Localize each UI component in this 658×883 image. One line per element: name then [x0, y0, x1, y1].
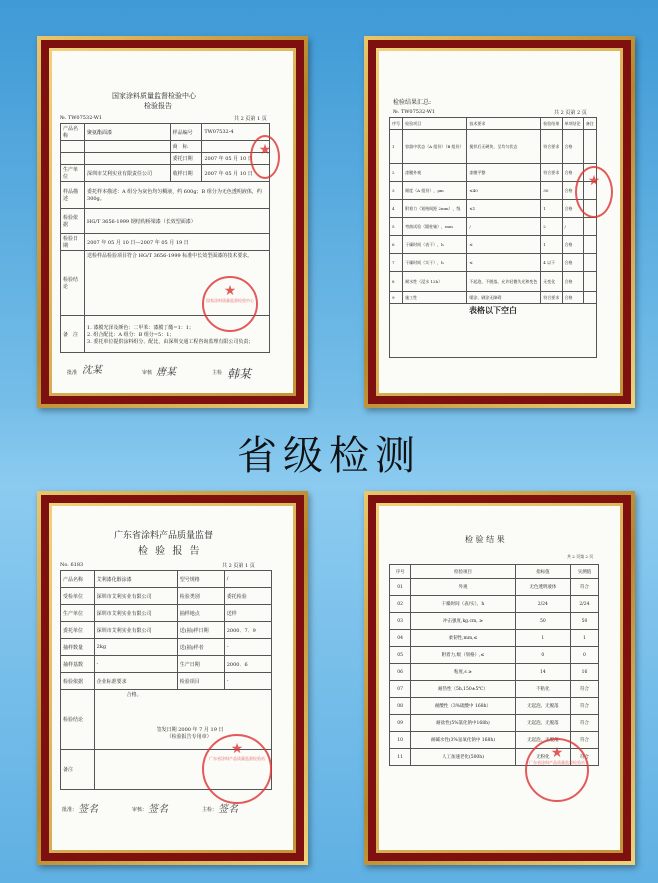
table-cell: 11: [390, 749, 411, 766]
table-cell: 样品编号: [170, 124, 202, 141]
table-cell: 06: [390, 664, 411, 681]
column-header: 检验结果: [541, 118, 562, 130]
table-cell: 50: [515, 613, 570, 630]
table-cell: 1: [570, 630, 598, 647]
table-cell: 符合要求: [541, 164, 562, 182]
table-row: [390, 664, 599, 681]
table-cell: 合格: [562, 236, 583, 254]
table-cell: 8: [390, 272, 403, 292]
table-cell: /: [562, 218, 583, 236]
table-cell: 符合: [570, 579, 598, 596]
report-number: №. TW07532-W1: [393, 109, 436, 115]
test-conclusion: 合格。: [126, 692, 142, 698]
table-header-row: [390, 118, 597, 130]
certificate-frame-test-results: [364, 491, 635, 865]
table-cell: 附着力（划格间距 2mm），级: [403, 200, 467, 218]
table-cell: 合格: [562, 164, 583, 182]
review-label: 审核：: [132, 807, 148, 813]
table-row: [390, 630, 599, 647]
certificate-frame-results-summary: [364, 36, 635, 408]
table-cell: TW07532-4: [202, 124, 270, 141]
page-number: 共 2 页第 2 页: [567, 554, 594, 559]
table-row: [390, 304, 597, 358]
table-cell: 细度（A 组份），μm: [403, 182, 467, 200]
doc-org: 国家涂料质量监督检验中心: [112, 92, 196, 100]
doc-title: 检 验 结 果: [465, 535, 505, 544]
frame-border: [368, 495, 631, 861]
table-cell: 合格: [562, 200, 583, 218]
table-cell: 深圳市艾利实业有限公司: [94, 622, 177, 639]
test-conclusion: 送检样品检验项目符合 HG/T 3656-1999 标准中长效型面漆的技术要求。: [85, 251, 270, 316]
table-row: [390, 698, 599, 715]
table-cell: 耐酸性（3%硫酸中 168h）: [411, 698, 516, 715]
table-row: [390, 596, 599, 613]
table-cell: 附着力,级（划格）,≤: [411, 647, 516, 664]
row-label: 检验结论: [61, 690, 95, 750]
table-cell: ≤: [467, 236, 541, 254]
table-cell: 柔韧性,mm,≤: [411, 630, 516, 647]
table-cell: 漆膜平整: [467, 164, 541, 182]
table-cell: [85, 153, 171, 165]
table-cell: 艾利漆化醇涂漆: [94, 571, 177, 588]
table-row: [390, 182, 597, 200]
author-signature: 签名: [218, 804, 238, 815]
table-row: [61, 588, 272, 605]
approve-label: 批准: [67, 370, 78, 376]
table-cell: 1: [390, 130, 403, 164]
approve-signature: 签名: [78, 804, 98, 815]
table-cell: 干燥时间（表/实），h: [411, 596, 516, 613]
row-label: 检验依据: [61, 209, 85, 234]
table-cell: 抽样数量: [61, 639, 95, 656]
table-cell: 9: [390, 292, 403, 304]
table-row: [390, 236, 597, 254]
table-cell: 受检单位: [61, 588, 95, 605]
table-cell: 产品名称: [61, 124, 85, 141]
table-cell: 干燥时间（实干），h: [403, 254, 467, 272]
row-label: 备注: [61, 750, 95, 790]
red-seal: ★ 广东省涂料产品质量监督检验站: [202, 734, 272, 804]
table-row: [61, 209, 270, 234]
table-cell: 04: [390, 630, 411, 647]
table-row: [390, 579, 599, 596]
table-cell: 耐热性（5h,150±5℃）: [411, 681, 516, 698]
table-cell: 03: [390, 613, 411, 630]
table-row: [390, 272, 597, 292]
report-number: No. 6183: [60, 562, 84, 568]
table-cell: 施工性: [403, 292, 467, 304]
table-cell: 检验类别: [177, 588, 224, 605]
table-row: [390, 681, 599, 698]
table-row: [61, 182, 270, 209]
table-cell: 型号规格: [177, 571, 224, 588]
table-row: [390, 218, 597, 236]
table-cell: 生产单位: [61, 165, 85, 182]
table-row: [61, 571, 272, 588]
column-header: 检验项目: [411, 565, 516, 579]
table-cell: 09: [390, 715, 411, 732]
review-signature: 签名: [148, 804, 168, 815]
table-row: [61, 622, 272, 639]
table-cell: 无起泡、无脱落: [515, 732, 570, 749]
author-label: 主检: [212, 370, 223, 376]
table-cell: 深圳市艾利实业有限公司: [94, 605, 177, 622]
table-cell: 耐碱水性(3%氢氧化钠中 168h): [411, 732, 516, 749]
table-cell: 聚氨酯面漆: [85, 124, 171, 141]
table-header-row: [390, 565, 599, 579]
results-summary-page: [379, 51, 620, 393]
table-cell: 无变化: [541, 272, 562, 292]
table-cell: 50: [570, 613, 598, 630]
table-row: [390, 130, 597, 164]
report-number: №. TW07532-W1: [60, 115, 103, 121]
table-cell: 无起泡、无脱落: [515, 715, 570, 732]
table-row: [390, 254, 597, 272]
table-cell: 符合: [570, 698, 598, 715]
table-row: [61, 639, 272, 656]
table-cell: 搅拌后无硬块，呈均匀状态: [467, 130, 541, 164]
red-seal: ★ 广东省涂料产品质量监督检验站: [525, 738, 589, 802]
table-cell: 0: [515, 647, 570, 664]
table-cell: 耐盐性(5%氯化钠中168h): [411, 715, 516, 732]
table-cell: 商 标: [170, 141, 202, 153]
table-row: [390, 715, 599, 732]
issue-date: 签发日期 2000 年 7 月 19 日: [156, 727, 224, 733]
table-cell: 外观: [411, 579, 516, 596]
frame-inner-border: [49, 503, 296, 853]
seal-note: （检验报告专用章）: [166, 734, 212, 740]
table-cell: /: [224, 571, 271, 588]
table-cell: 2007 年 05 月 10 日: [202, 153, 270, 165]
table-cell: 无色透明液体: [515, 579, 570, 596]
table-cell: 生产日期: [177, 656, 224, 673]
table-cell: 05: [390, 647, 411, 664]
table-cell: 1: [541, 236, 562, 254]
column-header: 单项结论: [562, 118, 583, 130]
table-cell: 01: [390, 579, 411, 596]
table-cell: -: [224, 673, 271, 690]
table-cell: 合格: [562, 292, 583, 304]
test-standard: HG/T 3656-1999 钢结构桥梁漆（长效型面漆）: [85, 209, 270, 234]
table-row: [390, 292, 597, 304]
table-cell: 企业标准要求: [94, 673, 177, 690]
table-cell: 08: [390, 698, 411, 715]
table-cell: 委托单位: [61, 622, 95, 639]
frame-inner-border: [376, 503, 623, 853]
note-line: 3. 委托单位提供涂料组分、配比，由深圳交通工程咨询监理有限公司负责；: [87, 338, 254, 345]
table-cell: 2/24: [515, 596, 570, 613]
table-cell: 1: [541, 200, 562, 218]
note-line: 1. 漆膜光泽及颜色：二甲苯：漆膜丁酯=1：1；: [87, 324, 194, 331]
table-row: [61, 673, 272, 690]
table-cell: 5: [390, 218, 403, 236]
table-cell: 干燥时间（表干），h: [403, 236, 467, 254]
table-row: [390, 613, 599, 630]
table-row: [61, 165, 270, 182]
test-period: 2007 年 05 月 10 日—2007 年 05 月 19 日: [85, 234, 270, 251]
table-row: [61, 153, 270, 165]
table-cell: 符合: [570, 749, 598, 766]
approve-label: 批准：: [62, 807, 78, 813]
table-cell: /: [467, 218, 541, 236]
table-cell: 2: [541, 218, 562, 236]
table-cell: 容器中状态（A 组份）（B 组份）: [403, 130, 467, 164]
table-cell: ≤1: [467, 200, 541, 218]
review-signature: 唐某: [156, 367, 176, 378]
row-label: 检验结论: [61, 251, 85, 316]
table-cell: 产品名称: [61, 571, 95, 588]
test-results-page: [379, 506, 620, 850]
column-header: 实测值: [570, 565, 598, 579]
table-cell: 3: [390, 182, 403, 200]
table-cell: 6: [390, 236, 403, 254]
table-cell: 合格: [562, 130, 583, 164]
table-cell: [583, 292, 596, 304]
frame-border: [41, 40, 304, 404]
table-cell: 收样日期: [170, 165, 202, 182]
table-cell: 0: [570, 647, 598, 664]
page-number: 共 2 页第 2 页: [554, 110, 587, 116]
table-row: [61, 234, 270, 251]
table-cell: 冲击强度,kg.cm, ≥: [411, 613, 516, 630]
table-cell: 10: [390, 732, 411, 749]
table-cell: 2kg: [94, 639, 177, 656]
table-cell: 无粉化: [515, 749, 570, 766]
table-cell: [583, 218, 596, 236]
approve-signature: 沈某: [82, 365, 102, 376]
table-cell: 无起泡、无脱落: [515, 698, 570, 715]
table-cell: 送(抽)样者: [177, 639, 224, 656]
frame-inner-border: [376, 48, 623, 396]
table-row: [61, 141, 270, 153]
doc-title: 检验报告: [144, 102, 172, 110]
page-number: 共 2 页第 1 页: [234, 116, 267, 122]
table-cell: 2000．6: [224, 656, 271, 673]
column-header: 备注: [583, 118, 596, 130]
table-cell: 14: [515, 664, 570, 681]
table-cell: 符合: [570, 715, 598, 732]
table-row: [390, 200, 597, 218]
table-cell: 2007 年 05 月 10 日: [202, 165, 270, 182]
red-seal: ★ 国家涂料质量监督检验中心: [202, 276, 258, 332]
table-cell: [85, 141, 171, 153]
national-report-page: [52, 51, 293, 393]
table-cell: [583, 254, 596, 272]
table-cell: 2/24: [570, 596, 598, 613]
table-cell: 符合要求: [541, 130, 562, 164]
table-cell: [61, 141, 85, 153]
column-header: 指标值: [515, 565, 570, 579]
table-cell: 2: [390, 164, 403, 182]
table-cell: 7: [390, 254, 403, 272]
note-line: 2. 组合配比：A 组分：B 组分=5：1；: [87, 331, 175, 338]
sample-description: 委托样本描述：A 组分为灰色均匀稠液，约 600g；B 组分为无色透明液体，约 300g。: [85, 182, 270, 209]
test-results-table: [389, 564, 599, 766]
column-header: 序号: [390, 565, 411, 579]
table-cell: 30: [541, 182, 562, 200]
table-cell: 委托日期: [170, 153, 202, 165]
table-cell: [583, 272, 596, 292]
row-label: 检验日期: [61, 234, 85, 251]
table-row: [390, 164, 597, 182]
table-cell: 耐水性（浸水 12h）: [403, 272, 467, 292]
table-row: [61, 124, 270, 141]
table-cell: 送(抽)样日期: [177, 622, 224, 639]
table-row: [390, 647, 599, 664]
table-cell: -: [224, 639, 271, 656]
results-summary-table: [389, 117, 597, 358]
table-cell: 委托检验: [224, 588, 271, 605]
row-label: 样品描述: [61, 182, 85, 209]
red-seal: ★: [250, 135, 280, 179]
table-row: [61, 656, 272, 673]
red-seal: ★: [575, 166, 613, 218]
table-cell: 人工加速老化(500h): [411, 749, 516, 766]
table-cell: 检验项目: [177, 673, 224, 690]
table-cell: ≤: [467, 254, 541, 272]
table-cell: 弯曲试验（圆柱轴），mm: [403, 218, 467, 236]
frame-inner-border: [49, 48, 296, 396]
author-signature: 韩某: [227, 367, 252, 381]
table-cell: 合格: [562, 182, 583, 200]
table-cell: [61, 153, 85, 165]
table-cell: 07: [390, 681, 411, 698]
guangdong-report-page: [52, 506, 293, 850]
doc-title: 检 验 报 告: [138, 546, 202, 557]
table-cell: 不起泡、不脱落，允许轻微失光和变色: [467, 272, 541, 292]
table-cell: 合格: [562, 272, 583, 292]
frame-border: [368, 40, 631, 404]
table-cell: 16: [570, 664, 598, 681]
author-label: 主检：: [202, 807, 218, 813]
table-cell: 喷涂、刷涂无障碍: [467, 292, 541, 304]
table-cell: ≤40: [467, 182, 541, 200]
doc-title: 检验结果汇总:: [393, 99, 432, 106]
table-cell: [583, 130, 596, 164]
table-cell: 合格: [562, 254, 583, 272]
table-cell: -: [94, 656, 177, 673]
table-cell: 4 以下: [541, 254, 562, 272]
certificate-frame-guangdong-report: [37, 491, 308, 865]
table-cell: 02: [390, 596, 411, 613]
table-cell: 2000．7．9: [224, 622, 271, 639]
table-cell: [583, 236, 596, 254]
table-cell: 4: [390, 200, 403, 218]
table-cell: 深圳市艾利实业有限责任公司: [85, 165, 171, 182]
table-cell: 深圳市艾利实业有限公司: [94, 588, 177, 605]
blank-note-cell: [390, 304, 597, 358]
review-label: 审核: [142, 370, 153, 376]
table-cell: 符合要求: [541, 292, 562, 304]
certificate-frame-national-report: [37, 36, 308, 408]
table-cell: 漆膜外观: [403, 164, 467, 182]
row-label: 备 注: [61, 316, 85, 353]
table-cell: 符合: [570, 681, 598, 698]
table-cell: 符合: [570, 732, 598, 749]
table-row: [61, 605, 272, 622]
table-cell: 1: [515, 630, 570, 647]
table-cell: 抽样地点: [177, 605, 224, 622]
table-cell: 抽样基数: [61, 656, 95, 673]
doc-org: 广东省涂料产品质量监督: [114, 531, 214, 541]
page-title: 省级检测: [237, 433, 421, 479]
table-cell: 检验依据: [61, 673, 95, 690]
column-header: 序号: [390, 118, 403, 130]
table-cell: 送样: [224, 605, 271, 622]
frame-border: [41, 495, 304, 861]
table-cell: 不粘化: [515, 681, 570, 698]
table-cell: 生产单位: [61, 605, 95, 622]
column-header: 检验项目: [403, 118, 467, 130]
column-header: 技术要求: [467, 118, 541, 130]
page-number: 共 2 页第 1 页: [222, 563, 255, 569]
table-cell: 粘度,s ≥: [411, 664, 516, 681]
blank-note: 表格以下空白: [469, 305, 517, 315]
